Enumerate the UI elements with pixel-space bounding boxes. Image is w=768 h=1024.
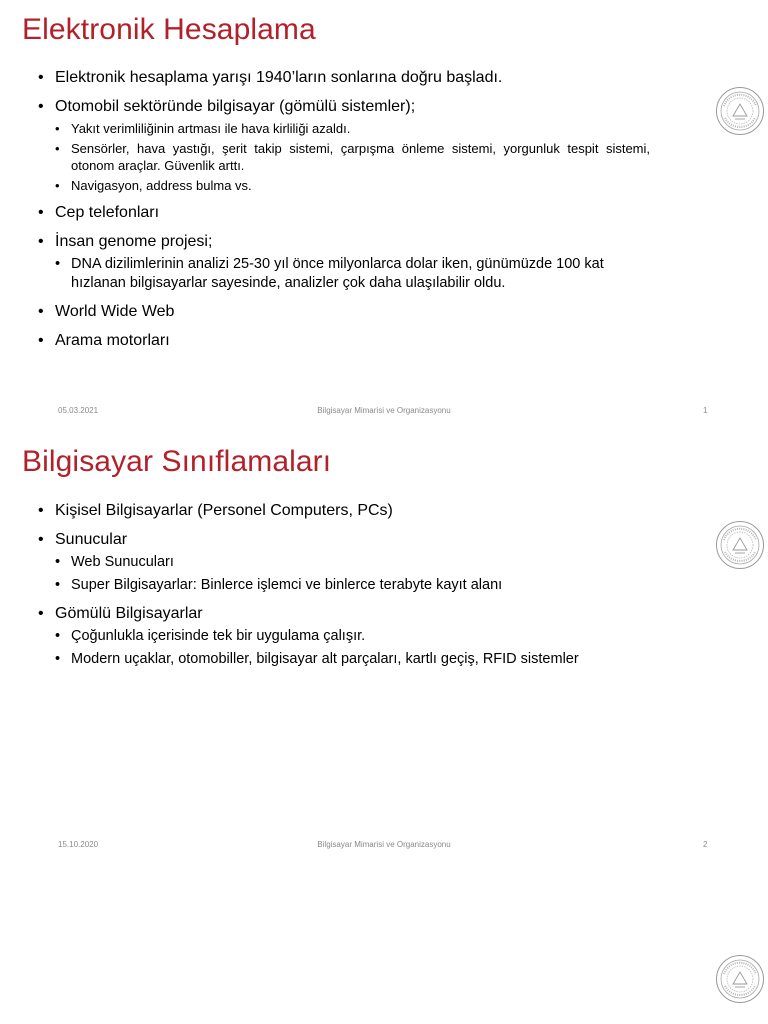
university-seal-icon bbox=[715, 520, 765, 570]
slide-3 bbox=[0, 866, 768, 1024]
footer-course: Bilgisayar Mimarisi ve Organizasyonu bbox=[317, 840, 451, 849]
sub-bullet-item: • Yakıt verimliliğinin artması ile hava kirliliği azaldı. bbox=[55, 120, 650, 137]
bullet-list bbox=[38, 68, 650, 351]
sub-bullet-item: • Super Bilgisayarlar: Binlerce işlemci ve binlerce terabyte kayıt alanı bbox=[55, 576, 650, 595]
sub-bullet-list bbox=[55, 120, 650, 194]
bullet-item: • Elektronik hesaplama yarışı 1940’ların sonlarına doğru başladı. bbox=[38, 68, 650, 88]
footer-course: Bilgisayar Mimarisi ve Organizasyonu bbox=[317, 406, 451, 415]
bullet-text: Otomobil sektöründe bilgisayar (gömülü sistemler); bbox=[55, 98, 416, 115]
slide-1 bbox=[0, 0, 768, 430]
slide-title: Bilgisayar Sınıflamaları bbox=[22, 445, 332, 478]
bullet-list bbox=[38, 501, 650, 669]
footer-date: 05.03.2021 bbox=[58, 406, 99, 415]
footer-page-number: 1 bbox=[703, 406, 708, 415]
slide-2 bbox=[0, 432, 768, 864]
bullet-item: • Cep telefonları bbox=[38, 203, 650, 223]
slide-title: Elektronik Hesaplama bbox=[22, 13, 316, 46]
sub-bullet-item: • Sensörler, hava yastığı, şerit takip sistemi, çarpışma önleme sistemi, yorgunluk tespit sistemi, otonom araçlar. Güvenlik arttı. bbox=[55, 140, 650, 174]
sub-bullet-list bbox=[55, 255, 650, 293]
bullet-item: • World Wide Web bbox=[38, 302, 650, 322]
bullet-item bbox=[38, 530, 650, 595]
slide-content bbox=[38, 501, 650, 678]
sub-bullet-item: • Navigasyon, address bulma vs. bbox=[55, 177, 650, 194]
slide-content bbox=[38, 68, 650, 360]
bullet-text: İnsan genome projesi; bbox=[55, 233, 213, 250]
sub-bullet-item: • Çoğunlukla içerisinde tek bir uygulama çalışır. bbox=[55, 627, 650, 646]
footer-date: 15.10.2020 bbox=[58, 840, 99, 849]
sub-bullet-list bbox=[55, 553, 650, 595]
sub-bullet-list bbox=[55, 627, 650, 669]
bullet-item bbox=[38, 232, 650, 293]
sub-bullet-item: • Modern uçaklar, otomobiller, bilgisayar alt parçaları, kartlı geçiş, RFID sistemler bbox=[55, 650, 650, 669]
sub-bullet-item: • Web Sunucuları bbox=[55, 553, 650, 572]
bullet-item bbox=[38, 97, 650, 194]
university-seal-icon bbox=[715, 86, 765, 136]
bullet-item: • Kişisel Bilgisayarlar (Personel Computers, PCs) bbox=[38, 501, 650, 521]
university-seal-icon bbox=[715, 954, 765, 1004]
footer-page-number: 2 bbox=[703, 840, 708, 849]
bullet-text: Gömülü Bilgisayarlar bbox=[55, 605, 203, 622]
bullet-item bbox=[38, 604, 650, 669]
bullet-text: Sunucular bbox=[55, 531, 128, 548]
bullet-item: • Arama motorları bbox=[38, 331, 650, 351]
sub-bullet-item: • DNA dizilimlerinin analizi 25-30 yıl önce milyonlarca dolar iken, günümüzde 100 kat hızlanan bilgisayarlar sayesinde, analizler çok daha ulaşılabilir oldu. bbox=[55, 255, 650, 293]
